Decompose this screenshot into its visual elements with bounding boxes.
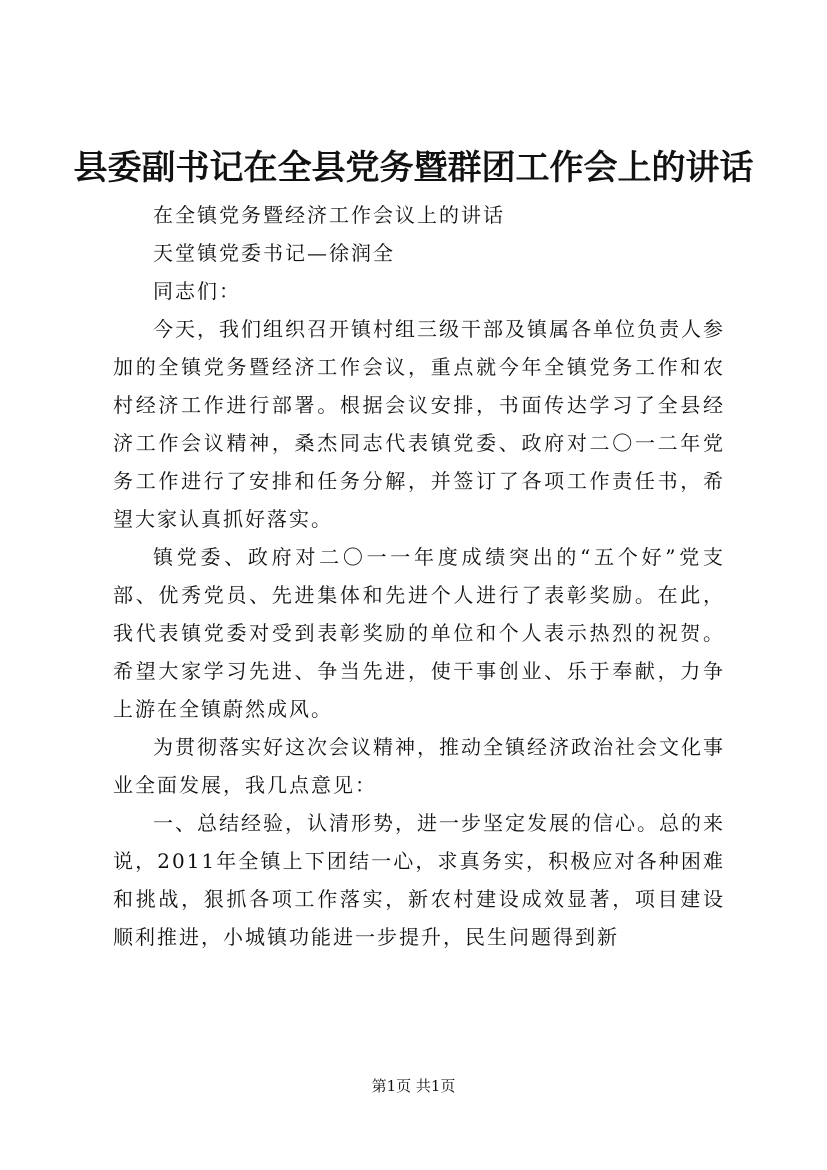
paragraph-author: 天堂镇党委书记—徐润全	[153, 241, 395, 265]
paragraph-subtitle: 在全镇党务暨经济工作会议上的讲话	[153, 203, 505, 227]
paragraph: 一、总结经验，认清形势，进一步坚定发展的信心。总的来说，2011年全镇上下团结一心，求真务实，积极应对各种困难和挑战，狠抓各项工作落实，新农村建设成效显著，项目建设顺利推进，小城镇功能进一步提升，民生问题得到新	[113, 811, 725, 949]
paragraph: 为贯彻落实好这次会议精神，推动全镇经济政治社会文化事业全面发展，我几点意见：	[113, 735, 725, 797]
document-body	[113, 196, 725, 956]
paragraph-salutation: 同志们：	[153, 279, 241, 303]
paragraph: 今天，我们组织召开镇村组三级干部及镇属各单位负责人参加的全镇党务暨经济工作会议，重点就今年全镇党务工作和农村经济工作进行部署。根据会议安排，书面传达学习了全县经济工作会议精神，桑杰同志代表镇党委、政府对二〇一二年党务工作进行了安排和任务分解，并签订了各项工作责任书，希望大家认真抓好落实。	[113, 317, 725, 531]
document-title: 县委副书记在全县党务暨群团工作会上的讲话	[73, 148, 754, 188]
page-footer: 第1页 共1页	[371, 1077, 456, 1095]
paragraph: 镇党委、政府对二〇一一年度成绩突出的“五个好”党支部、优秀党员、先进集体和先进个人进行了表彰奖励。在此，我代表镇党委对受到表彰奖励的单位和个人表示热烈的祝贺。希望大家学习先进、争当先进，使干事创业、乐于奉献，力争上游在全镇蔚然成风。	[113, 545, 725, 721]
